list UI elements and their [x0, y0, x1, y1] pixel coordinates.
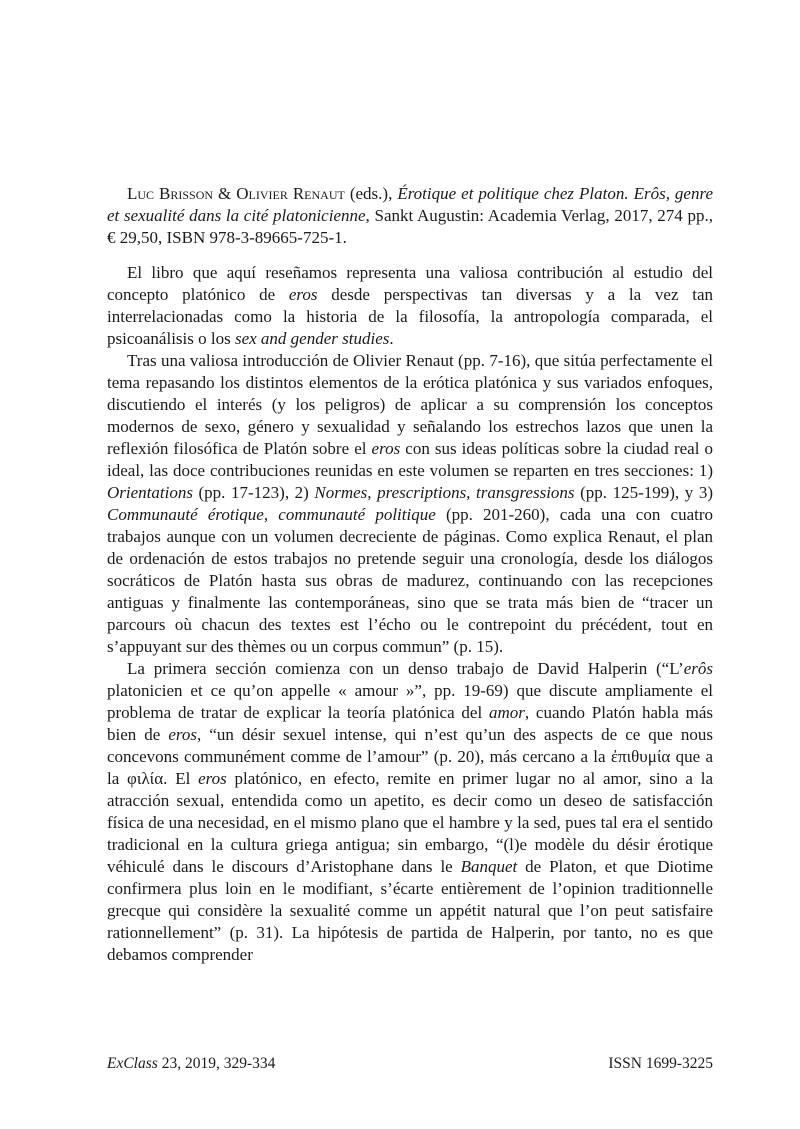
text-segment: Luc Brisson [127, 184, 214, 203]
journal-reference [107, 1054, 275, 1074]
text-segment: , Sankt Augustin: Academia Verlag, 2017, 274 pp., € 29,50, ISBN 978-3-89665-725-1. [107, 206, 713, 247]
text-segment: Orientations [107, 483, 193, 502]
text-segment: (pp. 201-260), cada una con cuatro trabajos aunque con un volumen decreciente de páginas. Como explica Renaut, el plan de ordenación de estos trabajos no pretende seguir una cronología, desde los diálogos socráticos de Platón hasta sus obras de madurez, continuando con las recepciones antiguas y finalmente las contemporáneas, sino que se trata más bien de “tracer un parcours où chacun des textes est l’écho ou le contrepoint du précédent, tout en s’appuyant sur des thèmes ou un corpus commun” (p. 15). [107, 505, 713, 656]
text-segment: amor [488, 703, 525, 722]
text-segment: (pp. 17-123), 2) [192, 483, 315, 502]
text-segment: sex and gender studies [234, 329, 390, 348]
text-segment: ExClass [107, 1055, 158, 1072]
issn: ISSN 1699-3225 [608, 1055, 713, 1072]
text-segment: eros [198, 769, 227, 788]
text-segment: de Platon, et que Diotime confirmera plus loin en le modifiant, s’écarte entièrement de l’opinion traditionnelle grecque qui considère la sexualité comme un appétit natural que l’on peut satisfaire rationnellement” (p. 31). La hipótesis de partida de Halperin, por tanto, no es que debamos comprender [107, 857, 713, 964]
text-segment: desde perspectivas tan diversas y a la vez tan interrelacionadas como la historia de la filosofía, la antropología comparada, el psicoanálisis o los [107, 285, 713, 348]
text-segment: El libro que aquí reseñamos representa una valiosa contribución al estudio del concepto platónico de [107, 263, 713, 304]
book-citation [107, 183, 713, 249]
text-segment: Communauté érotique, communauté politique [107, 505, 436, 524]
text-segment: . [389, 329, 394, 348]
page-footer [107, 1054, 713, 1074]
text-segment: con sus ideas políticas sobre la ciudad real o ideal, las doce contribuciones reunidas en este volumen se reparten en tres secciones: 1) [107, 439, 713, 480]
text-segment: Banquet [460, 857, 518, 876]
text-segment: 23, 2019, 329-334 [157, 1055, 276, 1072]
text-segment: (pp. 125-199), y 3) [574, 483, 713, 502]
text-segment: eros [288, 285, 318, 304]
text-segment: platonicien et ce qu’on appelle « amour »”, pp. 19-69) que discute ampliamente el problema de tratar de explicar la teoría platónica del [107, 681, 713, 722]
text-segment: Tras una valiosa introducción de Olivier Renaut (pp. 7-16), que sitúa perfectamente el tema repasando los distintos elementos de la erótica platónica y sus variados enfoques, discutiendo el interés (y los peligros) de aplicar a su comprensión los conceptos modernos de sexo, género y sexualidad y señalando los estrechos lazos que unen la reflexión filosófica de Platón sobre el [107, 351, 713, 458]
text-segment: eros [371, 439, 401, 458]
review-paragraph [107, 262, 713, 350]
text-segment: eros [168, 725, 198, 744]
review-text-block [107, 183, 713, 966]
text-segment: (eds.), [344, 184, 398, 203]
review-paragraph [107, 658, 713, 966]
text-segment: erôs [683, 659, 713, 678]
text-segment: La primera sección comienza con un denso trabajo de David Halperin (“L’ [127, 659, 684, 678]
text-segment: , “un désir sexuel intense, qui n’est qu’un des aspects de ce que nous concevons communément comme de l’amour” (p. 20), más cercano a la ἐπιθυμία que a la φιλία. El [107, 725, 713, 788]
text-segment: Normes, prescriptions, transgressions [314, 483, 575, 502]
text-segment: platónico, en efecto, remite en primer lugar no al amor, sino a la atracción sexual, entendida como un apetito, es decir como un deseo de satisfacción física de una necesidad, en el mismo plano que el hambre y la sed, pues tal era el sentido tradicional en la cultura griega antigua; sin embargo, “(l)e modèle du désir érotique véhiculé dans le discours d’Aristophane dans le [107, 769, 713, 876]
text-segment: , cuando Platón habla más bien de [107, 703, 713, 744]
review-paragraph [107, 350, 713, 658]
text-segment: & [213, 184, 237, 203]
text-segment: Olivier Renaut [236, 184, 345, 203]
text-segment: Érotique et politique chez Platon. Erôs, genre et sexualité dans la cité platonicienne [107, 184, 714, 225]
